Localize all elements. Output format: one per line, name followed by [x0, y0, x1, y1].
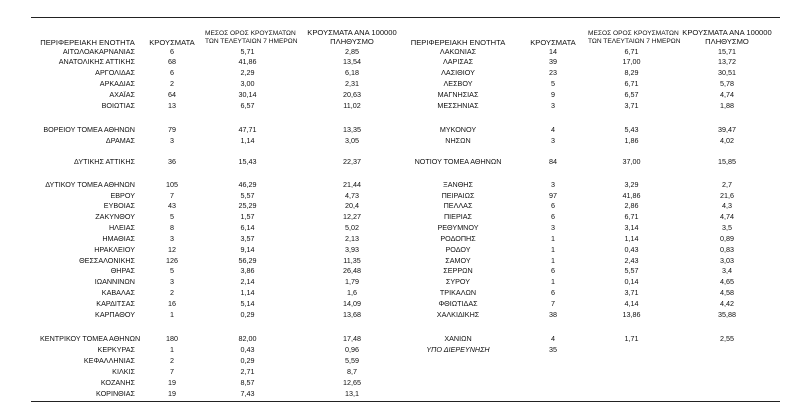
- left-row-per100k: 0,96: [345, 345, 359, 354]
- right-row-avg: 13,86: [622, 310, 641, 319]
- left-row-cases: 180: [166, 334, 178, 343]
- left-row-avg: 2,71: [240, 367, 255, 376]
- right-row-cases: 14: [549, 47, 557, 56]
- left-row-cases: 6: [170, 68, 174, 77]
- left-row-avg: 3,86: [240, 266, 255, 275]
- right-row-per100k: 1,88: [720, 101, 734, 110]
- right-row-cases: 39: [549, 57, 557, 66]
- right-row-per100k: 21,6: [720, 191, 734, 200]
- left-row-name: ΒΟΡΕΙΟΥ ΤΟΜΕΑ ΑΘΗΝΩΝ: [43, 125, 135, 134]
- left-row-cases: 3: [170, 234, 174, 243]
- left-row-avg: 8,57: [240, 378, 255, 387]
- left-row-per100k: 21,44: [343, 180, 361, 189]
- left-row-name: ΗΜΑΘΙΑΣ: [102, 234, 135, 243]
- left-row-avg: 3,00: [240, 79, 255, 88]
- left-row-name: ΔΡΑΜΑΣ: [105, 136, 135, 145]
- left-row-name: ΕΥΒΟΙΑΣ: [103, 201, 135, 210]
- right-row-avg: 2,43: [624, 256, 639, 265]
- left-row-avg: 3,57: [240, 234, 255, 243]
- right-row-per100k: 39,47: [718, 125, 736, 134]
- left-row-cases: 7: [170, 191, 174, 200]
- header-avg-line2: ΤΩΝ ΤΕΛΕΥΤΑΙΩΝ 7 ΗΜΕΡΩΝ: [588, 38, 681, 45]
- left-row-per100k: 5,59: [345, 356, 359, 365]
- right-row-cases: 38: [549, 310, 557, 319]
- left-row-avg: 15,43: [238, 157, 257, 166]
- right-row-per100k: 4,65: [720, 277, 734, 286]
- right-row-per100k: 0,83: [720, 245, 734, 254]
- left-row-cases: 2: [170, 288, 174, 297]
- left-row-cases: 105: [166, 180, 178, 189]
- right-row-cases: 7: [551, 299, 555, 308]
- left-row-per100k: 26,48: [343, 266, 361, 275]
- right-row-avg: 1,14: [624, 234, 639, 243]
- left-row-avg: 6,57: [240, 101, 255, 110]
- right-table: [404, 0, 788, 409]
- left-row-per100k: 1,79: [345, 277, 359, 286]
- right-row-per100k: 4,58: [720, 288, 734, 297]
- right-row-cases: 3: [551, 136, 555, 145]
- left-row-cases: 2: [170, 79, 174, 88]
- left-row-name: ΚΟΡΙΝΘΙΑΣ: [96, 389, 135, 398]
- right-row-cases: 4: [551, 125, 555, 134]
- left-row-per100k: 11,35: [343, 256, 361, 265]
- right-row-name: ΧΑΛΚΙΔΙΚΗΣ: [436, 310, 480, 319]
- header-per100k-line1: ΚΡΟΥΣΜΑΤΑ ΑΝΑ 100000: [682, 28, 772, 37]
- right-row-avg: 17,00: [622, 57, 641, 66]
- left-row-per100k: 13,1: [345, 389, 359, 398]
- left-row-cases: 3: [170, 136, 174, 145]
- header-cases: ΚΡΟΥΣΜΑΤΑ: [149, 38, 195, 47]
- left-row-per100k: 17,48: [343, 334, 361, 343]
- left-row-per100k: 2,31: [345, 79, 359, 88]
- right-row-avg: 1,71: [624, 334, 639, 343]
- right-row-cases: 4: [551, 334, 555, 343]
- right-row-avg: 6,71: [624, 47, 639, 56]
- left-row-name: ΚΑΡΠΑΘΟΥ: [95, 310, 135, 319]
- left-row-name: ΑΝΑΤΟΛΙΚΗΣ ΑΤΤΙΚΗΣ: [58, 57, 135, 66]
- left-row-per100k: 20,63: [343, 90, 361, 99]
- left-row-per100k: 2,85: [345, 47, 359, 56]
- bottom-rule: [31, 401, 780, 402]
- right-row-name: ΛΕΣΒΟΥ: [443, 79, 473, 88]
- right-row-avg: 1,86: [624, 136, 639, 145]
- header-per100k-line2: ΠΛΗΘΥΣΜΟ: [705, 37, 749, 46]
- left-row-cases: 64: [168, 90, 176, 99]
- right-row-cases: 35: [549, 345, 557, 354]
- right-row-name: ΣΑΜΟΥ: [445, 256, 471, 265]
- right-row-avg: 6,57: [624, 90, 639, 99]
- left-row-avg: 7,43: [240, 389, 255, 398]
- right-row-per100k: 4,02: [720, 136, 734, 145]
- right-row-cases: 6: [551, 288, 555, 297]
- left-row-per100k: 5,02: [345, 223, 359, 232]
- right-row-per100k: 3,03: [720, 256, 734, 265]
- right-row-name: ΛΑΣΙΘΙΟΥ: [441, 68, 475, 77]
- right-row-avg: 5,57: [624, 266, 639, 275]
- right-row-per100k: 3,5: [722, 223, 732, 232]
- right-row-per100k: 3,4: [722, 266, 732, 275]
- header-per100k-line1: ΚΡΟΥΣΜΑΤΑ ΑΝΑ 100000: [307, 28, 397, 37]
- left-row-avg: 47,71: [238, 125, 257, 134]
- right-row-cases: 3: [551, 101, 555, 110]
- right-row-name: ΧΑΝΙΩΝ: [444, 334, 472, 343]
- left-row-avg: 0,29: [240, 310, 255, 319]
- right-row-name: ΠΙΕΡΙΑΣ: [443, 212, 472, 221]
- right-row-per100k: 0,89: [720, 234, 734, 243]
- right-row-per100k: 5,78: [720, 79, 734, 88]
- right-row-avg: 3,14: [624, 223, 639, 232]
- right-row-name: ΠΕΙΡΑΙΩΣ: [441, 191, 475, 200]
- left-row-name: ΑΡΓΟΛΙΔΑΣ: [95, 68, 135, 77]
- left-row-per100k: 2,13: [345, 234, 359, 243]
- right-row-name: ΝΟΤΙΟΥ ΤΟΜΕΑ ΑΘΗΝΩΝ: [414, 157, 502, 166]
- left-row-avg: 2,14: [240, 277, 255, 286]
- right-row-cases: 23: [549, 68, 557, 77]
- left-row-avg: 2,29: [240, 68, 255, 77]
- left-row-per100k: 12,65: [343, 378, 361, 387]
- left-row-cases: 43: [168, 201, 176, 210]
- left-row-cases: 36: [168, 157, 176, 166]
- right-row-cases: 1: [551, 256, 555, 265]
- left-row-cases: 5: [170, 212, 174, 221]
- left-row-cases: 1: [170, 310, 174, 319]
- left-row-cases: 12: [168, 245, 176, 254]
- left-row-cases: 79: [168, 125, 176, 134]
- left-row-name: ΗΛΕΙΑΣ: [108, 223, 135, 232]
- left-row-name: ΘΗΡΑΣ: [110, 266, 135, 275]
- right-row-per100k: 4,42: [720, 299, 734, 308]
- left-row-per100k: 3,93: [345, 245, 359, 254]
- right-row-avg: 37,00: [622, 157, 641, 166]
- header-region: ΠΕΡΙΦΕΡΕΙΑΚΗ ΕΝΟΤΗΤΑ: [410, 38, 506, 47]
- right-row-avg: 3,71: [624, 101, 639, 110]
- left-row-per100k: 13,35: [343, 125, 361, 134]
- right-row-name: ΡΟΔΟΠΗΣ: [440, 234, 476, 243]
- right-row-name: ΦΘΙΩΤΙΔΑΣ: [438, 299, 478, 308]
- left-row-cases: 16: [168, 299, 176, 308]
- right-row-per100k: 30,51: [718, 68, 736, 77]
- right-row-name: ΤΡΙΚΑΛΩΝ: [439, 288, 477, 297]
- header-cases: ΚΡΟΥΣΜΑΤΑ: [530, 38, 576, 47]
- right-row-name: ΜΑΓΝΗΣΙΑΣ: [437, 90, 479, 99]
- right-row-per100k: 13,72: [718, 57, 736, 66]
- left-row-name: ΚΟΖΑΝΗΣ: [100, 378, 135, 387]
- right-row-avg: 3,71: [624, 288, 639, 297]
- left-row-avg: 9,14: [240, 245, 255, 254]
- right-row-avg: 6,71: [624, 79, 639, 88]
- left-row-per100k: 11,02: [343, 101, 361, 110]
- left-row-avg: 5,71: [240, 47, 255, 56]
- header-region: ΠΕΡΙΦΕΡΕΙΑΚΗ ΕΝΟΤΗΤΑ: [40, 38, 135, 47]
- left-row-per100k: 14,09: [343, 299, 361, 308]
- right-row-cases: 97: [549, 191, 557, 200]
- left-row-name: ΔΥΤΙΚΟΥ ΤΟΜΕΑ ΑΘΗΝΩΝ: [45, 180, 135, 189]
- header-per100k-line2: ΠΛΗΘΥΣΜΟ: [330, 37, 374, 46]
- right-row-avg: 8,29: [624, 68, 639, 77]
- left-row-per100k: 13,54: [343, 57, 361, 66]
- right-row-per100k: 2,55: [720, 334, 734, 343]
- right-row-avg: 0,14: [624, 277, 639, 286]
- left-row-name: ΚΙΛΚΙΣ: [112, 367, 135, 376]
- right-row-cases: 6: [551, 212, 555, 221]
- left-row-name: ΙΩΑΝΝΙΝΩΝ: [94, 277, 135, 286]
- right-row-avg: 3,29: [624, 180, 639, 189]
- right-row-cases: 6: [551, 266, 555, 275]
- left-row-name: ΕΒΡΟΥ: [110, 191, 135, 200]
- left-row-avg: 0,43: [240, 345, 255, 354]
- left-row-cases: 2: [170, 356, 174, 365]
- right-row-per100k: 2,7: [722, 180, 732, 189]
- right-row-cases: 3: [551, 180, 555, 189]
- left-row-name: ΚΑΒΑΛΑΣ: [101, 288, 135, 297]
- right-row-cases: 3: [551, 223, 555, 232]
- right-row-name: ΜΥΚΟΝΟΥ: [439, 125, 477, 134]
- left-row-per100k: 6,18: [345, 68, 359, 77]
- right-row-avg: 0,43: [624, 245, 639, 254]
- left-row-cases: 7: [170, 367, 174, 376]
- left-row-name: ΒΟΙΩΤΙΑΣ: [101, 101, 135, 110]
- right-row-per100k: 4,74: [720, 90, 734, 99]
- left-row-per100k: 3,05: [345, 136, 359, 145]
- left-row-avg: 46,29: [238, 180, 257, 189]
- left-row-name: ΚΕΡΚΥΡΑΣ: [97, 345, 135, 354]
- left-row-name: ΔΥΤΙΚΗΣ ΑΤΤΙΚΗΣ: [74, 157, 135, 166]
- left-row-per100k: 22,37: [343, 157, 361, 166]
- left-row-cases: 19: [168, 378, 176, 387]
- right-row-per100k: 4,74: [720, 212, 734, 221]
- right-row-name: ΜΕΣΣΗΝΙΑΣ: [437, 101, 479, 110]
- left-row-cases: 6: [170, 47, 174, 56]
- right-row-per100k: 15,71: [718, 47, 736, 56]
- right-row-avg: 6,71: [624, 212, 639, 221]
- right-row-cases: 1: [551, 234, 555, 243]
- left-row-name: ΚΕΦΑΛΛΗΝΙΑΣ: [83, 356, 135, 365]
- left-row-name: ΚΕΝΤΡΙΚΟΥ ΤΟΜΕΑ ΑΘΗΝΩΝ: [40, 334, 141, 343]
- left-row-avg: 5,57: [240, 191, 255, 200]
- right-row-cases: 5: [551, 79, 555, 88]
- left-row-avg: 1,14: [240, 288, 255, 297]
- right-row-avg: 5,43: [624, 125, 639, 134]
- left-row-name: ΘΕΣΣΑΛΟΝΙΚΗΣ: [79, 256, 135, 265]
- left-row-per100k: 4,73: [345, 191, 359, 200]
- left-row-cases: 1: [170, 345, 174, 354]
- right-row-cases: 1: [551, 277, 555, 286]
- left-row-avg: 25,29: [238, 201, 257, 210]
- right-row-cases: 84: [549, 157, 557, 166]
- right-row-per100k: 35,88: [718, 310, 736, 319]
- right-row-avg: 4,14: [624, 299, 639, 308]
- right-row-name: ΝΗΣΩΝ: [445, 136, 471, 145]
- left-row-per100k: 8,7: [347, 367, 357, 376]
- left-row-avg: 0,29: [240, 356, 255, 365]
- left-row-name: ΚΑΡΔΙΤΣΑΣ: [96, 299, 135, 308]
- right-row-name: ΛΑΚΩΝΙΑΣ: [439, 47, 477, 56]
- right-row-name: ΡΕΘΥΜΝΟΥ: [437, 223, 479, 232]
- left-row-name: ΑΡΚΑΔΙΑΣ: [99, 79, 135, 88]
- left-row-name: ΑΙΤΩΛΟΑΚΑΡΝΑΝΙΑΣ: [62, 47, 135, 56]
- left-row-per100k: 12,27: [343, 212, 361, 221]
- right-row-name: ΞΑΝΘΗΣ: [443, 180, 473, 189]
- right-row-name: ΛΑΡΙΣΑΣ: [442, 57, 474, 66]
- left-row-avg: 56,29: [238, 256, 257, 265]
- left-row-name: ΗΡΑΚΛΕΙΟΥ: [94, 245, 135, 254]
- left-row-avg: 30,14: [238, 90, 257, 99]
- left-row-avg: 1,14: [240, 136, 255, 145]
- left-row-cases: 5: [170, 266, 174, 275]
- left-row-cases: 68: [168, 57, 176, 66]
- top-rule: [31, 17, 780, 18]
- header-avg-line1: ΜΕΣΟΣ ΟΡΟΣ ΚΡΟΥΣΜΑΤΩΝ: [205, 30, 296, 37]
- left-row-per100k: 20,4: [345, 201, 359, 210]
- left-row-cases: 3: [170, 277, 174, 286]
- right-row-name: ΥΠΟ ΔΙΕΡΕΥΝΗΣΗ: [426, 345, 490, 354]
- left-row-per100k: 1,6: [347, 288, 357, 297]
- left-row-avg: 6,14: [240, 223, 255, 232]
- left-row-cases: 126: [166, 256, 178, 265]
- left-row-avg: 82,00: [238, 334, 257, 343]
- left-row-per100k: 13,68: [343, 310, 361, 319]
- left-row-name: ΑΧΑΪΑΣ: [109, 90, 135, 99]
- right-row-avg: 41,86: [622, 191, 641, 200]
- right-row-per100k: 4,3: [722, 201, 732, 210]
- header-avg-line2: ΤΩΝ ΤΕΛΕΥΤΑΙΩΝ 7 ΗΜΕΡΩΝ: [205, 38, 298, 45]
- header-avg-line1: ΜΕΣΟΣ ΟΡΟΣ ΚΡΟΥΣΜΑΤΩΝ: [588, 30, 679, 37]
- left-row-cases: 19: [168, 389, 176, 398]
- right-row-name: ΠΕΛΛΑΣ: [443, 201, 473, 210]
- right-row-avg: 2,86: [624, 201, 639, 210]
- right-row-cases: 6: [551, 201, 555, 210]
- right-row-name: ΣΕΡΡΩΝ: [443, 266, 473, 275]
- left-row-avg: 41,86: [238, 57, 257, 66]
- left-row-name: ΖΑΚΥΝΘΟΥ: [95, 212, 135, 221]
- right-row-name: ΡΟΔΟΥ: [445, 245, 471, 254]
- right-row-name: ΣΥΡΟΥ: [445, 277, 471, 286]
- left-row-avg: 5,14: [240, 299, 255, 308]
- left-row-cases: 13: [168, 101, 176, 110]
- right-row-per100k: 15,85: [718, 157, 736, 166]
- right-row-cases: 1: [551, 245, 555, 254]
- right-row-cases: 9: [551, 90, 555, 99]
- left-row-avg: 1,57: [240, 212, 255, 221]
- left-row-cases: 8: [170, 223, 174, 232]
